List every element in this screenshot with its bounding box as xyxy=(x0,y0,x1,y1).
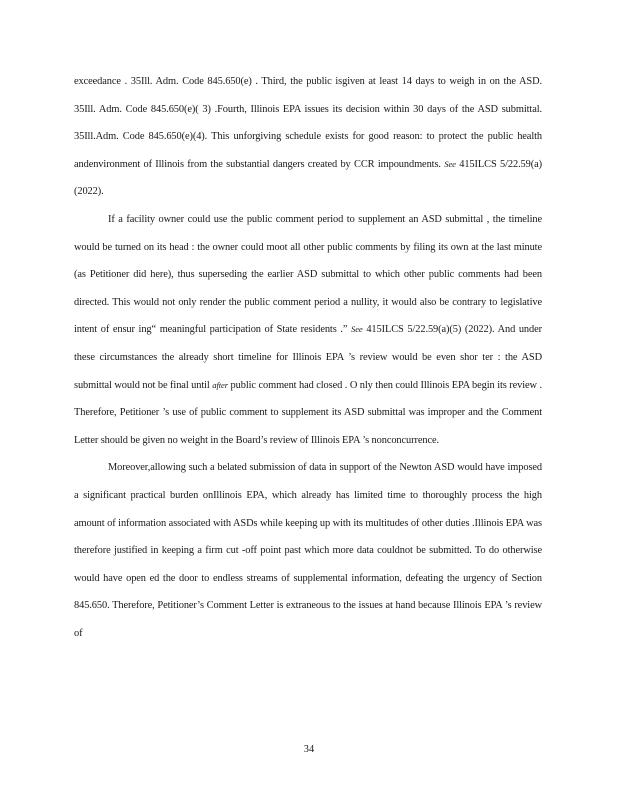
p2-seg-2: 415ILCS 5/22.59(a)(5) (2022). And under these circumstances the already short timeline for Illinois EPA ’s review would be even shor ter : the ASD submittal would not be final until xyxy=(74,324,542,391)
p3-seg-0: Moreover,allowing such a belated submission of data in support of the Newton ASD would have imposed a significant practical burden onIllinois EPA, which already has limited time to thoroughly process the high amount of information associated with ASDs while keeping up with its multitudes of other duties .Illinois EPA was therefore justified in keeping a firm cut -off point past which more data couldnot be submitted. To do otherwise would have open ed the door to endless streams of supplemental information, defeating the urgency of Section 845.650. Therefore, Petitioner’s Comment Letter is extraneous to the issues at hand because Illinois EPA ’s review of xyxy=(74,462,542,639)
paragraph-1 xyxy=(74,68,542,206)
p2-seg-3: after xyxy=(212,379,228,390)
p2-seg-4: public comment had closed . O nly then could Illinois EPA begin its review . Therefore, Petitioner ’s use of public comment to supplement its ASD submittal was improper and the Comment Letter should be given no weight in the Board’s review of Illinois EPA ’s nonconcurrence. xyxy=(74,379,542,446)
p1-seg-0: exceedance . 35Ill. Adm. Code 845.650(e) . Third, the public isgiven at least 14 days to weigh in on the ASD. 35Ill. Adm. Code 845.650(e)( 3) .Fourth, Illinois EPA issues its decision within 30 days of the ASD submittal. 35Ill.Adm. Code 845.650(e)(4). This unforgiving schedule exists for good reason: to protect the public health andenvironment of Illinois from the substantial dangers created by CCR impoundments. xyxy=(74,76,542,170)
p2-seg-0: If a facility owner could use the public comment period to supplement an ASD submittal , the timeline would be turned on its head : the owner could moot all other public comments by filing its own at the last minute (as Petitioner did here), thus superseding the earlier ASD submittal to which other public comments had been directed. This would not only render the public comment period a nullity, it would also be contrary to legislative intent of ensur ing“ meaningful participation of State residents .” xyxy=(74,213,542,336)
paragraph-3 xyxy=(74,454,542,647)
p2-seg-1: See xyxy=(351,324,363,335)
page-number: 34 xyxy=(303,744,315,755)
p1-seg-2: 415ILCS 5/22.59(a) (2022). xyxy=(74,158,542,198)
p1-seg-1: See xyxy=(444,158,456,169)
body-text xyxy=(74,68,542,647)
paragraph-2 xyxy=(74,206,542,454)
